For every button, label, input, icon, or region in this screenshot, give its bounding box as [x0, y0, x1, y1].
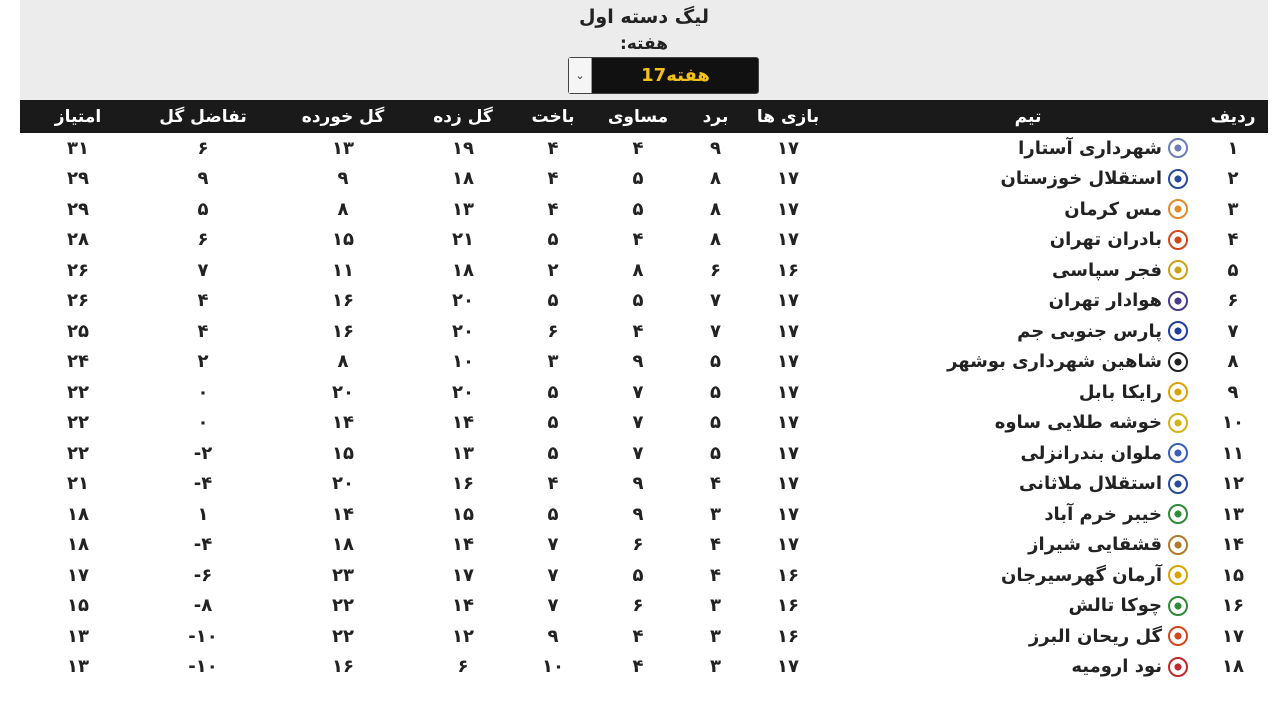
goal-diff-cell: ۶- [193, 564, 213, 586]
team-logo-icon [1168, 413, 1188, 433]
team-cell [868, 408, 1188, 438]
goals-against-cell: ۲۰ [332, 473, 354, 494]
loss-cell: ۴ [547, 137, 559, 159]
rank-cell: ۵ [1227, 259, 1239, 281]
games-cell: ۱۶ [777, 564, 799, 586]
loss-cell: ۴ [547, 473, 559, 494]
team-cell [868, 164, 1188, 194]
team-cell [868, 133, 1188, 163]
points-cell: ۱۵ [67, 595, 89, 616]
table-row [20, 133, 1268, 164]
loss-cell: ۵ [547, 442, 559, 464]
points-cell: ۲۶ [67, 259, 89, 281]
goal-diff-cell: ۶ [197, 229, 209, 250]
games-cell: ۱۷ [777, 229, 799, 250]
loss-cell: ۷ [547, 564, 559, 586]
team-name: گل ریحان البرز [1028, 625, 1162, 647]
draw-cell: ۶ [632, 595, 644, 616]
col-loss-header: باخت [531, 106, 575, 127]
week-label: هفته: [619, 34, 669, 54]
col-draw-header: مساوی [607, 106, 669, 127]
goal-diff-cell: ۴ [197, 320, 209, 342]
goals-for-cell: ۱۷ [452, 564, 474, 586]
games-cell: ۱۶ [777, 625, 799, 647]
goals-against-cell: ۲۰ [332, 381, 354, 403]
loss-cell: ۷ [547, 534, 559, 555]
team-logo-icon [1168, 291, 1188, 311]
team-logo-icon [1168, 382, 1188, 402]
team-cell [868, 591, 1188, 621]
games-cell: ۱۷ [777, 351, 799, 372]
goals-for-cell: ۱۴ [452, 595, 474, 616]
draw-cell: ۹ [632, 503, 644, 525]
win-cell: ۴ [710, 534, 721, 555]
win-cell: ۷ [710, 320, 721, 342]
win-cell: ۳ [710, 595, 721, 616]
goals-against-cell: ۱۸ [332, 534, 354, 555]
team-cell [868, 377, 1188, 407]
goals-against-cell: ۱۶ [332, 320, 354, 342]
table-row [20, 255, 1268, 286]
table-row [20, 438, 1268, 469]
games-cell: ۱۷ [777, 412, 799, 433]
goals-for-cell: ۱۶ [452, 473, 474, 494]
goals-against-cell: ۸ [337, 198, 349, 220]
goal-diff-cell: ۲- [193, 442, 213, 464]
team-name: بادران تهران [1049, 229, 1162, 250]
games-cell: ۱۶ [777, 259, 799, 281]
points-cell: ۱۸ [67, 503, 89, 525]
loss-cell: ۲ [547, 259, 559, 281]
team-logo-icon [1168, 565, 1188, 585]
table-row [20, 560, 1268, 591]
win-cell: ۵ [710, 442, 721, 464]
win-cell: ۳ [710, 656, 721, 677]
games-cell: ۱۷ [777, 534, 799, 555]
points-cell: ۱۷ [67, 564, 89, 586]
goals-against-cell: ۱۵ [332, 442, 354, 464]
goals-for-cell: ۱۰ [452, 351, 474, 372]
draw-cell: ۶ [632, 534, 644, 555]
goal-diff-cell: ۰ [197, 381, 209, 403]
loss-cell: ۶ [547, 320, 559, 342]
rank-cell: ۶ [1227, 290, 1239, 311]
win-cell: ۷ [710, 290, 721, 311]
goals-for-cell: ۱۴ [452, 412, 474, 433]
win-cell: ۸ [710, 168, 721, 189]
team-name: نود ارومیه [1071, 656, 1162, 677]
points-cell: ۲۶ [67, 290, 89, 311]
team-cell [868, 560, 1188, 590]
goals-against-cell: ۱۳ [332, 137, 354, 159]
goal-diff-cell: ۴- [193, 473, 213, 494]
loss-cell: ۵ [547, 290, 559, 311]
rank-cell: ۷ [1227, 320, 1239, 342]
goals-for-cell: ۱۲ [452, 625, 474, 647]
games-cell: ۱۷ [777, 198, 799, 220]
draw-cell: ۴ [632, 656, 644, 677]
team-cell [868, 530, 1188, 560]
col-rank-header: ردیف [1210, 106, 1256, 127]
draw-cell: ۸ [632, 259, 644, 281]
team-name: ملوان بندرانزلی [1020, 442, 1162, 464]
team-cell [868, 347, 1188, 377]
goals-for-cell: ۱۳ [452, 198, 474, 220]
table-row [20, 652, 1268, 683]
table-row [20, 621, 1268, 652]
rank-cell: ۱ [1227, 137, 1239, 159]
league-title: لیگ دسته اول [578, 6, 710, 28]
team-name: شهرداری آستارا [1018, 137, 1162, 159]
goals-for-cell: ۱۸ [452, 168, 474, 189]
games-cell: ۱۷ [777, 473, 799, 494]
goal-diff-cell: ۸- [193, 595, 213, 616]
draw-cell: ۵ [632, 168, 644, 189]
games-cell: ۱۷ [777, 290, 799, 311]
table-row [20, 530, 1268, 561]
rank-cell: ۱۳ [1222, 503, 1244, 525]
loss-cell: ۹ [547, 625, 559, 647]
week-select[interactable] [568, 57, 759, 94]
team-name: پارس جنوبی جم [1017, 320, 1162, 342]
points-cell: ۲۲ [67, 442, 89, 464]
goal-diff-cell: ۰ [197, 412, 209, 433]
points-cell: ۲۹ [67, 168, 89, 189]
goal-diff-cell: ۱۰- [188, 656, 218, 677]
games-cell: ۱۷ [777, 656, 799, 677]
goal-diff-cell: ۶ [197, 137, 209, 159]
team-name: استقلال ملاثانی [1018, 473, 1162, 494]
rank-cell: ۱۸ [1222, 656, 1244, 677]
col-games-header: بازی ها [756, 106, 820, 127]
rank-cell: ۲ [1227, 168, 1239, 189]
goal-diff-cell: ۱ [197, 503, 209, 525]
team-cell [868, 438, 1188, 468]
win-cell: ۳ [710, 625, 721, 647]
goals-against-cell: ۱۶ [332, 290, 354, 311]
rank-cell: ۴ [1227, 229, 1239, 250]
points-cell: ۱۳ [67, 625, 89, 647]
rank-cell: ۳ [1227, 198, 1239, 220]
team-cell [868, 652, 1188, 682]
table-row [20, 164, 1268, 195]
team-logo-icon [1168, 352, 1188, 372]
draw-cell: ۴ [632, 229, 644, 250]
team-name: قشقایی شیراز [1028, 534, 1162, 555]
col-win-header: برد [702, 106, 729, 127]
team-logo-icon [1168, 474, 1188, 494]
loss-cell: ۴ [547, 198, 559, 220]
goals-against-cell: ۱۶ [332, 656, 354, 677]
table-row [20, 194, 1268, 225]
draw-cell: ۷ [632, 442, 644, 464]
table-row [20, 377, 1268, 408]
goals-against-cell: ۸ [337, 351, 349, 372]
team-cell [868, 255, 1188, 285]
games-cell: ۱۷ [777, 442, 799, 464]
points-cell: ۲۵ [67, 320, 89, 342]
team-cell [868, 469, 1188, 499]
team-cell [868, 621, 1188, 651]
win-cell: ۴ [710, 564, 721, 586]
goals-for-cell: ۱۹ [452, 137, 474, 159]
team-name: استقلال خوزستان [1000, 168, 1162, 189]
table-row [20, 408, 1268, 439]
col-ga-header: گل خورده [301, 106, 385, 127]
goals-against-cell: ۱۴ [332, 503, 354, 525]
loss-cell: ۳ [547, 351, 559, 372]
goals-against-cell: ۲۳ [332, 564, 354, 586]
team-name: رایکا بابل [1078, 381, 1162, 403]
win-cell: ۴ [710, 473, 721, 494]
goal-diff-cell: ۱۰- [188, 625, 218, 647]
team-logo-icon [1168, 535, 1188, 555]
win-cell: ۶ [710, 259, 721, 281]
win-cell: ۵ [710, 351, 721, 372]
table-row [20, 316, 1268, 347]
col-gf-header: گل زده [433, 106, 493, 127]
week-select-value: هفته17 [641, 65, 710, 86]
goal-diff-cell: ۹ [197, 168, 209, 189]
points-cell: ۳۱ [67, 137, 89, 159]
points-cell: ۱۸ [67, 534, 89, 555]
draw-cell: ۷ [632, 381, 644, 403]
loss-cell: ۵ [547, 381, 559, 403]
team-name: شاهین شهرداری بوشهر [947, 351, 1162, 372]
rank-cell: ۱۱ [1222, 442, 1244, 464]
team-name: فجر سپاسی [1052, 259, 1162, 281]
draw-cell: ۹ [632, 473, 644, 494]
goal-diff-cell: ۷ [197, 259, 209, 281]
rank-cell: ۸ [1227, 351, 1239, 372]
games-cell: ۱۷ [777, 381, 799, 403]
goals-against-cell: ۹ [337, 168, 349, 189]
goals-for-cell: ۱۸ [452, 259, 474, 281]
league-header [20, 0, 1268, 100]
team-logo-icon [1168, 260, 1188, 280]
games-cell: ۱۷ [777, 168, 799, 189]
points-cell: ۲۱ [67, 473, 89, 494]
table-row [20, 347, 1268, 378]
col-team-header: تیم [1014, 106, 1042, 127]
loss-cell: ۱۰ [542, 656, 564, 677]
table-row [20, 286, 1268, 317]
team-logo-icon [1168, 657, 1188, 677]
goal-diff-cell: ۴ [197, 290, 209, 311]
team-cell [868, 194, 1188, 224]
table-row [20, 591, 1268, 622]
goals-against-cell: ۲۲ [332, 595, 354, 616]
team-cell [868, 286, 1188, 316]
rank-cell: ۱۰ [1222, 412, 1244, 433]
win-cell: ۵ [710, 381, 721, 403]
games-cell: ۱۶ [777, 595, 799, 616]
team-logo-icon [1168, 626, 1188, 646]
rank-cell: ۱۵ [1222, 564, 1244, 586]
goals-for-cell: ۲۰ [452, 381, 474, 403]
goals-for-cell: ۲۰ [452, 290, 474, 311]
team-name: خیبر خرم آباد [1044, 503, 1162, 525]
table-body [20, 133, 1268, 682]
goal-diff-cell: ۲ [197, 351, 209, 372]
team-name: هوادار تهران [1048, 290, 1162, 311]
team-name: چوکا تالش [1068, 595, 1162, 616]
loss-cell: ۵ [547, 229, 559, 250]
rank-cell: ۱۷ [1222, 625, 1244, 647]
points-cell: ۲۲ [67, 381, 89, 403]
table-row [20, 225, 1268, 256]
goals-for-cell: ۱۵ [452, 503, 474, 525]
goals-for-cell: ۱۴ [452, 534, 474, 555]
team-logo-icon [1168, 504, 1188, 524]
win-cell: ۸ [710, 198, 721, 220]
goals-for-cell: ۲۱ [452, 229, 474, 250]
team-name: آرمان گهرسیرجان [1001, 564, 1162, 586]
win-cell: ۵ [710, 412, 721, 433]
loss-cell: ۴ [547, 168, 559, 189]
table-header [20, 100, 1268, 133]
goal-diff-cell: ۴- [193, 534, 213, 555]
goals-for-cell: ۶ [457, 656, 469, 677]
team-cell [868, 225, 1188, 255]
draw-cell: ۴ [632, 625, 644, 647]
points-cell: ۲۸ [67, 229, 89, 250]
goals-against-cell: ۱۴ [332, 412, 354, 433]
points-cell: ۲۴ [67, 351, 89, 372]
draw-cell: ۷ [632, 412, 644, 433]
rank-cell: ۱۴ [1222, 534, 1244, 555]
goal-diff-cell: ۵ [197, 198, 209, 220]
games-cell: ۱۷ [777, 320, 799, 342]
goals-against-cell: ۱۵ [332, 229, 354, 250]
goals-against-cell: ۲۲ [332, 625, 354, 647]
loss-cell: ۵ [547, 412, 559, 433]
team-logo-icon [1168, 443, 1188, 463]
win-cell: ۳ [710, 503, 721, 525]
team-cell [868, 316, 1188, 346]
draw-cell: ۵ [632, 290, 644, 311]
rank-cell: ۱۲ [1222, 473, 1244, 494]
col-pts-header: امتیاز [54, 106, 102, 127]
rank-cell: ۱۶ [1222, 595, 1244, 616]
col-gd-header: تفاضل گل [159, 106, 247, 127]
team-logo-icon [1168, 199, 1188, 219]
points-cell: ۲۹ [67, 198, 89, 220]
goals-against-cell: ۱۱ [332, 259, 354, 281]
team-logo-icon [1168, 596, 1188, 616]
team-name: خوشه طلایی ساوه [994, 412, 1162, 433]
loss-cell: ۵ [547, 503, 559, 525]
table-row [20, 469, 1268, 500]
games-cell: ۱۷ [777, 137, 799, 159]
goals-for-cell: ۲۰ [452, 320, 474, 342]
standings-table [20, 100, 1268, 682]
draw-cell: ۴ [632, 137, 644, 159]
team-logo-icon [1168, 169, 1188, 189]
team-name: مس کرمان [1064, 198, 1162, 220]
points-cell: ۲۲ [67, 412, 89, 433]
chevron-down-icon[interactable]: ⌄ [569, 58, 592, 93]
team-cell [868, 499, 1188, 529]
games-cell: ۱۷ [777, 503, 799, 525]
points-cell: ۱۳ [67, 656, 89, 677]
table-row [20, 499, 1268, 530]
loss-cell: ۷ [547, 595, 559, 616]
draw-cell: ۵ [632, 564, 644, 586]
draw-cell: ۵ [632, 198, 644, 220]
team-logo-icon [1168, 138, 1188, 158]
team-logo-icon [1168, 230, 1188, 250]
win-cell: ۸ [710, 229, 721, 250]
rank-cell: ۹ [1227, 381, 1239, 403]
goals-for-cell: ۱۳ [452, 442, 474, 464]
draw-cell: ۹ [632, 351, 644, 372]
draw-cell: ۴ [632, 320, 644, 342]
win-cell: ۹ [710, 137, 721, 159]
team-logo-icon [1168, 321, 1188, 341]
